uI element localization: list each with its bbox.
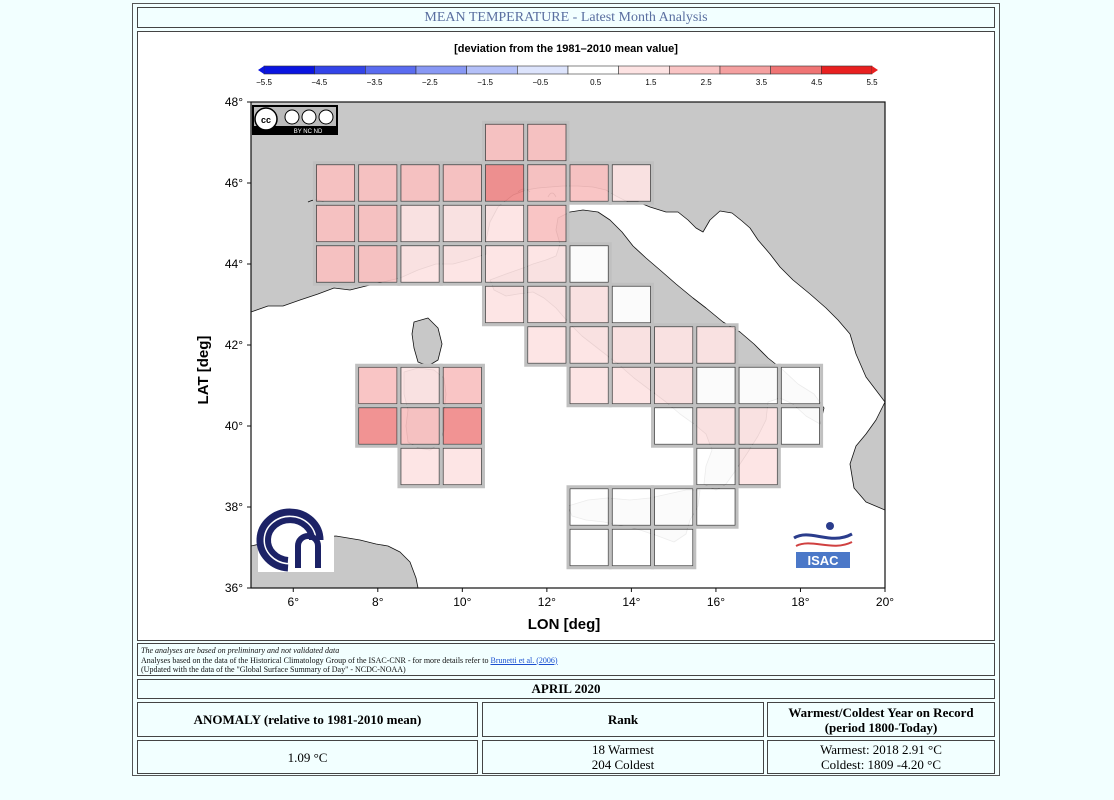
anomaly-cell — [443, 205, 481, 242]
nd-icon — [319, 110, 333, 124]
anomaly-cell — [316, 165, 354, 202]
colorbar-swatch — [771, 66, 822, 74]
anomaly-cell — [739, 367, 777, 404]
rank-warmest: 18 Warmest — [592, 742, 654, 757]
lat-tick-label: 42° — [224, 338, 243, 352]
anomaly-cell — [570, 286, 608, 323]
record-warmest: Warmest: 2018 2.91 °C — [820, 742, 942, 757]
anomaly-cell — [443, 165, 481, 202]
anomaly-cell — [401, 205, 439, 242]
anomaly-cell — [655, 408, 693, 445]
lat-tick-label: 44° — [224, 257, 243, 271]
anomaly-cell — [528, 205, 566, 242]
note-update: (Updated with the data of the "Global Surface Summary of Day" - NCDC-NOAA) — [141, 665, 406, 674]
record-header-line2: (period 1800-Today) — [824, 719, 938, 735]
colorbar-max-arrow — [872, 66, 878, 74]
colorbar-tick-label: −0.5 — [532, 78, 549, 87]
record-coldest: Coldest: 1809 -4.20 °C — [820, 757, 942, 772]
map-panel — [137, 31, 995, 641]
anomaly-cell — [485, 165, 523, 202]
lon-tick-label: 14° — [622, 595, 641, 609]
anomaly-cell — [570, 489, 608, 526]
colorbar-swatch — [821, 66, 872, 74]
lon-tick-label: 18° — [791, 595, 810, 609]
anomaly-cell — [528, 286, 566, 323]
anomaly-cell — [359, 408, 397, 445]
anomaly-cell — [401, 408, 439, 445]
anomaly-cell — [655, 529, 693, 566]
anomaly-cell — [443, 246, 481, 283]
note-source-text: Analyses based on the data of the Historical Climatology Group of the ISAC-CNR - for more details refer to — [141, 655, 491, 665]
lat-tick-label: 48° — [224, 95, 243, 109]
anomaly-cell — [359, 205, 397, 242]
anomaly-cell — [528, 246, 566, 283]
anomaly-cell — [570, 529, 608, 566]
anomaly-cell — [739, 408, 777, 445]
anomaly-cell — [781, 367, 819, 404]
anomaly-cell — [655, 489, 693, 526]
anomaly-cell — [697, 448, 735, 485]
anomaly-cell — [528, 327, 566, 364]
colorbar-swatch — [669, 66, 720, 74]
lon-tick-label: 16° — [706, 595, 726, 609]
anomaly-cell — [570, 367, 608, 404]
page-frame — [132, 3, 1000, 776]
anomaly-cell — [612, 165, 650, 202]
anomaly-cell — [570, 327, 608, 364]
isac-logo — [790, 518, 856, 570]
nc-icon — [302, 110, 316, 124]
anomaly-cell — [655, 327, 693, 364]
anomaly-cell — [359, 367, 397, 404]
anomaly-cell — [697, 327, 735, 364]
colorbar-tick-label: −1.5 — [477, 78, 493, 87]
anomaly-cell — [528, 165, 566, 202]
lat-tick-label: 46° — [224, 176, 243, 190]
rank-header: Rank — [482, 702, 764, 737]
lon-tick-label: 20° — [875, 595, 895, 609]
colorbar-min-arrow — [258, 66, 264, 74]
colorbar-tick-label: 1.5 — [645, 78, 657, 87]
anomaly-cell — [655, 367, 693, 404]
anomaly-cell — [570, 165, 608, 202]
anomaly-cell — [316, 246, 354, 283]
anomaly-cell — [528, 124, 566, 161]
cc-license-badge — [252, 105, 338, 135]
colorbar-tick-label: 3.5 — [755, 78, 768, 87]
brunetti-reference-link[interactable]: Brunetti et al. (2006) — [490, 655, 558, 665]
anomaly-cell — [485, 124, 523, 161]
page-title: MEAN TEMPERATURE - Latest Month Analysis — [137, 7, 995, 28]
anomaly-cell — [697, 367, 735, 404]
notes-panel — [137, 643, 995, 676]
anomaly-cell — [612, 367, 650, 404]
by-icon — [285, 110, 299, 124]
colorbar-tick-label: −5.5 — [256, 78, 272, 87]
anomaly-cell — [443, 408, 481, 445]
anomaly-cell — [443, 367, 481, 404]
anomaly-cell — [612, 327, 650, 364]
colorbar-swatch — [517, 66, 568, 74]
colorbar-tick-label: −4.5 — [311, 78, 328, 87]
colorbar-swatch — [264, 66, 315, 74]
anomaly-cell — [612, 529, 650, 566]
lon-tick-label: 10° — [453, 595, 472, 609]
lat-tick-label: 38° — [224, 500, 243, 514]
anomaly-cell — [316, 205, 354, 242]
lon-tick-label: 6° — [287, 595, 300, 609]
lon-axis-label: LON [deg] — [527, 616, 601, 633]
isac-logo-text: ISAC — [807, 553, 839, 568]
anomaly-cell — [570, 246, 608, 283]
anomaly-cell — [359, 246, 397, 283]
note-preliminary: The analyses are based on preliminary and not validated data — [141, 646, 340, 655]
anomaly-cell — [781, 408, 819, 445]
month-heading: APRIL 2020 — [137, 679, 995, 699]
anomaly-cell — [485, 286, 523, 323]
rank-value — [482, 740, 764, 774]
anomaly-cell — [443, 448, 481, 485]
anomaly-cell — [359, 165, 397, 202]
anomaly-cell — [485, 205, 523, 242]
record-value — [767, 740, 995, 774]
lon-tick-label: 8° — [372, 595, 384, 609]
anomaly-cell — [697, 489, 735, 526]
record-header-line1: Warmest/Coldest Year on Record — [788, 704, 974, 720]
colorbar-swatch — [720, 66, 771, 74]
colorbar-tick-label: 2.5 — [700, 78, 712, 87]
colorbar-tick-label: −3.5 — [366, 78, 383, 87]
colorbar-tick-label: 4.5 — [811, 78, 823, 87]
anomaly-cell — [612, 489, 650, 526]
colorbar-swatch — [416, 66, 467, 74]
anomaly-cell — [401, 246, 439, 283]
lat-axis-ticks — [225, 95, 251, 595]
colorbar-swatch — [467, 66, 518, 74]
colorbar-swatch — [365, 66, 416, 74]
colorbar-title: [deviation from the 1981–2010 mean value] — [454, 43, 678, 55]
svg-text:cc: cc — [260, 115, 272, 125]
colorbar-tick-label: −2.5 — [421, 78, 438, 87]
anomaly-cell — [485, 246, 523, 283]
license-badge-text: BY NC ND — [293, 129, 323, 135]
colorbar-tick-label: 5.5 — [866, 78, 878, 87]
anomaly-cell — [401, 165, 439, 202]
anomaly-cell — [697, 408, 735, 445]
note-source — [141, 656, 991, 666]
lon-axis-ticks — [288, 588, 895, 609]
record-header — [767, 702, 995, 737]
anomaly-cell — [401, 448, 439, 485]
lat-tick-label: 36° — [224, 581, 243, 595]
lat-axis-label: LAT [deg] — [195, 335, 212, 405]
anomaly-cell — [401, 367, 439, 404]
colorbar-tick-label: 0.5 — [590, 78, 602, 87]
anomaly-value: 1.09 °C — [137, 740, 478, 774]
colorbar-swatch — [619, 66, 670, 74]
colorbar-swatch — [568, 66, 619, 74]
cnr-logo — [258, 510, 334, 572]
anomaly-cell — [612, 286, 650, 323]
lon-tick-label: 12° — [537, 595, 556, 609]
lat-tick-label: 40° — [224, 419, 243, 433]
anomaly-map — [138, 32, 994, 640]
colorbar-swatch — [315, 66, 366, 74]
anomaly-cell — [739, 448, 777, 485]
anomaly-header: ANOMALY (relative to 1981-2010 mean) — [137, 702, 478, 737]
colorbar — [256, 66, 878, 87]
rank-coldest: 204 Coldest — [591, 757, 655, 772]
